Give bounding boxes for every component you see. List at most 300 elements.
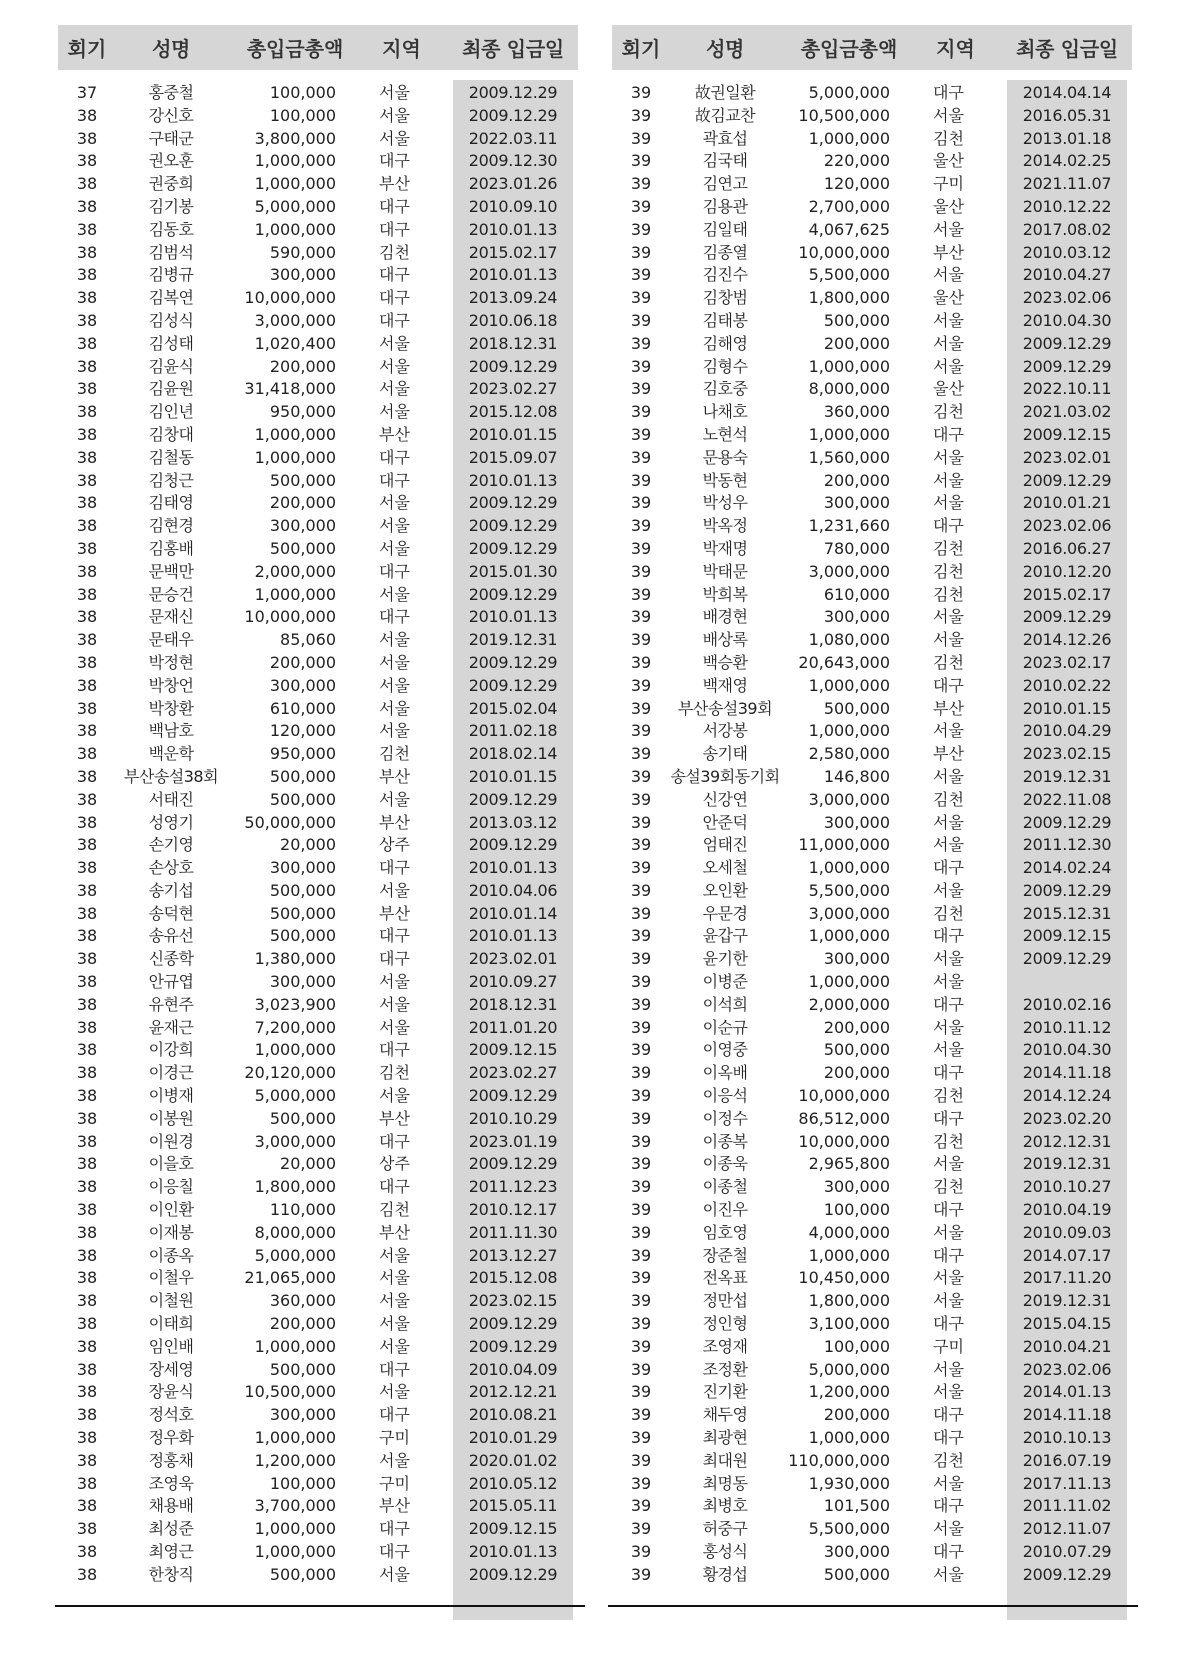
cell-amount: 1,000,000	[808, 424, 890, 444]
cell-amount: 200,000	[823, 1063, 890, 1083]
cell-date: 2010.01.13	[468, 219, 558, 239]
table-row	[612, 1108, 1132, 1131]
cell-name: 이정수	[702, 1108, 748, 1128]
cell-amount: 300,000	[269, 516, 336, 536]
cell-date: 2012.12.31	[1022, 1131, 1112, 1151]
cell-round: 38	[76, 219, 98, 239]
table-row	[58, 1039, 578, 1062]
cell-name: 최영근	[148, 1542, 194, 1561]
cell-amount: 5,000,000	[254, 1086, 336, 1106]
cell-name: 채두영	[702, 1405, 748, 1425]
cell-round: 38	[76, 1496, 98, 1516]
cell-region: 김천	[933, 1131, 964, 1151]
cell-name: 채용배	[148, 1496, 194, 1516]
cell-region: 서울	[933, 880, 964, 900]
cell-region: 대구	[933, 424, 964, 444]
cell-region: 서울	[933, 265, 964, 285]
cell-date: 2013.12.27	[468, 1245, 558, 1265]
table-row	[612, 1290, 1132, 1313]
cell-date: 2009.12.29	[1022, 356, 1112, 376]
table-row	[58, 766, 578, 789]
cell-round: 39	[630, 1177, 652, 1197]
cell-region: 서울	[933, 812, 964, 832]
cell-region: 서울	[933, 1154, 964, 1174]
cell-date: 2019.12.31	[1022, 766, 1112, 786]
cell-name: 오인환	[702, 880, 748, 900]
cell-region: 대구	[933, 994, 964, 1014]
cell-region: 김천	[933, 402, 964, 422]
cell-round: 39	[630, 105, 652, 125]
cell-date: 2009.12.29	[468, 105, 558, 125]
cell-amount: 7,200,000	[254, 1017, 336, 1037]
cell-date: 2009.12.29	[468, 1314, 558, 1334]
cell-name: 백운학	[148, 744, 194, 764]
cell-region: 서울	[933, 721, 964, 741]
cell-date: 2009.12.29	[1022, 949, 1112, 969]
table-row	[58, 629, 578, 652]
cell-round: 39	[630, 903, 652, 923]
cell-amount: 100,000	[823, 1336, 890, 1356]
cell-round: 38	[76, 1086, 98, 1106]
cell-region: 부산	[933, 698, 964, 718]
cell-name: 김홍배	[148, 538, 194, 558]
cell-round: 39	[630, 219, 652, 239]
cell-name: 서태진	[148, 789, 194, 809]
cell-region: 서울	[933, 630, 964, 650]
cell-name: 문승건	[148, 584, 194, 604]
table-row	[58, 880, 578, 903]
cell-date: 2021.11.07	[1022, 174, 1112, 194]
cell-round: 38	[76, 1336, 98, 1356]
cell-amount: 4,000,000	[808, 1222, 890, 1242]
cell-amount: 1,000,000	[254, 584, 336, 604]
cell-round: 38	[76, 584, 98, 604]
table-row	[612, 105, 1132, 128]
cell-round: 39	[630, 1359, 652, 1379]
cell-name: 정우화	[148, 1428, 194, 1448]
table-row	[612, 880, 1132, 903]
cell-round: 39	[630, 1382, 652, 1402]
cell-region: 서울	[379, 1336, 410, 1356]
cell-amount: 31,418,000	[244, 379, 336, 399]
cell-region: 대구	[933, 675, 964, 695]
table-row	[58, 333, 578, 356]
cell-amount: 101,500	[823, 1496, 890, 1516]
cell-round: 39	[630, 174, 652, 194]
table-row	[612, 971, 1132, 994]
table-row	[612, 606, 1132, 629]
cell-name: 우문경	[702, 903, 748, 923]
cell-amount: 500,000	[269, 470, 336, 490]
cell-round: 38	[76, 1017, 98, 1037]
cell-round: 39	[630, 972, 652, 992]
cell-round: 38	[76, 1063, 98, 1083]
cell-name: 송유선	[148, 926, 194, 946]
cell-date: 2014.07.17	[1022, 1245, 1112, 1265]
cell-name: 이순규	[702, 1017, 748, 1037]
cell-region: 서울	[933, 470, 964, 490]
cell-date: 2023.02.17	[1022, 652, 1112, 672]
cell-amount: 10,500,000	[798, 105, 890, 125]
cell-amount: 500,000	[269, 1359, 336, 1379]
cell-region: 서울	[933, 447, 964, 467]
cell-name: 이인환	[148, 1200, 194, 1220]
cell-region: 김천	[933, 652, 964, 672]
cell-round: 38	[76, 1291, 98, 1311]
cell-name: 이종옥	[148, 1245, 194, 1265]
cell-round: 38	[76, 1382, 98, 1402]
cell-name: 김청근	[148, 470, 194, 490]
cell-name: 최성준	[148, 1519, 194, 1539]
cell-name: 부산송설38회	[123, 766, 219, 786]
cell-date: 2009.12.15	[468, 1040, 558, 1060]
table-row	[612, 584, 1132, 607]
cell-round: 38	[76, 333, 98, 353]
cell-region: 대구	[379, 926, 410, 946]
cell-name: 故김교찬	[694, 105, 756, 125]
header-name: 성명	[152, 37, 190, 61]
cell-name: 안규엽	[148, 972, 194, 992]
cell-name: 이종욱	[702, 1154, 748, 1174]
cell-region: 서울	[379, 675, 410, 695]
table-row	[612, 925, 1132, 948]
cell-round: 39	[630, 1268, 652, 1288]
cell-name: 최광현	[702, 1428, 748, 1448]
cell-date: 2015.04.15	[1022, 1314, 1112, 1334]
cell-date: 2017.08.02	[1022, 219, 1112, 239]
table-row	[58, 378, 578, 401]
cell-date: 2014.11.18	[1022, 1405, 1112, 1425]
cell-region: 서울	[933, 1017, 964, 1037]
table-row	[612, 1381, 1132, 1404]
cell-amount: 360,000	[269, 1291, 336, 1311]
table-row	[612, 903, 1132, 926]
cell-amount: 1,000,000	[254, 1336, 336, 1356]
cell-date: 2010.06.18	[468, 310, 558, 330]
cell-region: 대구	[933, 1405, 964, 1425]
cell-amount: 3,700,000	[254, 1496, 336, 1516]
cell-amount: 20,000	[280, 835, 336, 855]
cell-name: 박태문	[702, 561, 748, 581]
cell-amount: 2,580,000	[808, 744, 890, 764]
table-row	[58, 1199, 578, 1222]
cell-region: 구미	[933, 1336, 964, 1356]
cell-amount: 360,000	[823, 402, 890, 422]
cell-round: 39	[630, 356, 652, 376]
table-row	[58, 1381, 578, 1404]
cell-name: 임인배	[148, 1336, 194, 1356]
cell-amount: 200,000	[823, 470, 890, 490]
cell-round: 38	[76, 470, 98, 490]
cell-name: 권오훈	[148, 151, 194, 171]
cell-date: 2010.04.30	[1022, 1040, 1112, 1060]
cell-round: 38	[76, 310, 98, 330]
cell-date: 2010.02.16	[1022, 994, 1112, 1014]
cell-round: 38	[76, 607, 98, 627]
table-body	[612, 82, 1132, 1587]
cell-amount: 1,000,000	[808, 356, 890, 376]
cell-date: 2010.11.12	[1022, 1017, 1112, 1037]
table-row	[612, 1199, 1132, 1222]
cell-round: 39	[630, 151, 652, 171]
cell-name: 김국태	[702, 151, 748, 171]
cell-round: 38	[76, 835, 98, 855]
cell-region: 김천	[933, 789, 964, 809]
cell-name: 나채호	[702, 402, 748, 422]
cell-name: 배상록	[702, 630, 748, 650]
table-row	[612, 219, 1132, 242]
cell-date: 2010.10.27	[1022, 1177, 1112, 1197]
cell-round: 38	[76, 174, 98, 194]
cell-region: 김천	[379, 1063, 410, 1083]
cell-date: 2023.02.01	[468, 949, 558, 969]
cell-round: 39	[630, 835, 652, 855]
table-row	[612, 652, 1132, 675]
cell-region: 부산	[379, 1222, 410, 1242]
cell-amount: 100,000	[269, 83, 336, 102]
cell-name: 손기영	[148, 835, 194, 855]
cell-date: 2022.10.11	[1022, 379, 1112, 399]
cell-region: 대구	[379, 265, 410, 285]
table-row	[58, 470, 578, 493]
cell-name: 박옥정	[702, 516, 748, 536]
table-row	[58, 264, 578, 287]
table-row	[58, 287, 578, 310]
cell-name: 신강연	[702, 789, 748, 809]
cell-date: 2015.02.04	[468, 698, 558, 718]
cell-name: 김동호	[148, 219, 194, 239]
cell-round: 38	[76, 516, 98, 536]
cell-region: 김천	[933, 561, 964, 581]
cell-round: 39	[630, 1473, 652, 1493]
cell-round: 38	[76, 1405, 98, 1425]
cell-region: 부산	[379, 1496, 410, 1516]
cell-round: 38	[76, 265, 98, 285]
cell-name: 권중희	[148, 174, 194, 194]
cell-name: 서강봉	[702, 721, 748, 741]
cell-amount: 1,800,000	[808, 1291, 890, 1311]
cell-amount: 1,000,000	[808, 926, 890, 946]
cell-round: 39	[630, 538, 652, 558]
cell-round: 38	[76, 858, 98, 878]
cell-round: 39	[630, 196, 652, 216]
cell-amount: 146,800	[823, 766, 890, 786]
cell-amount: 200,000	[269, 1314, 336, 1334]
table-row	[58, 606, 578, 629]
table-row	[58, 1541, 578, 1564]
cell-name: 김성식	[148, 310, 194, 330]
table-row	[612, 1336, 1132, 1359]
cell-name: 이강희	[148, 1040, 194, 1060]
cell-amount: 300,000	[823, 1542, 890, 1561]
cell-amount: 300,000	[823, 1177, 890, 1197]
cell-round: 38	[76, 379, 98, 399]
cell-date: 2013.09.24	[468, 288, 558, 308]
cell-name: 이재봉	[148, 1222, 194, 1242]
cell-date: 2015.01.30	[468, 561, 558, 581]
cell-amount: 610,000	[823, 584, 890, 604]
cell-date: 2022.03.11	[468, 128, 558, 148]
table-row	[58, 105, 578, 128]
cell-name: 김일태	[702, 219, 748, 239]
cell-name: 박동현	[702, 470, 748, 490]
table-row	[612, 173, 1132, 196]
cell-region: 대구	[379, 219, 410, 239]
cell-region: 대구	[933, 1314, 964, 1334]
cell-name: 장세영	[148, 1359, 194, 1379]
cell-name: 정만섭	[702, 1291, 748, 1311]
table-row	[58, 925, 578, 948]
cell-amount: 21,065,000	[244, 1268, 336, 1288]
cell-date: 2009.12.29	[1022, 1564, 1112, 1584]
table-row	[612, 766, 1132, 789]
cell-round: 39	[630, 812, 652, 832]
cell-region: 서울	[379, 880, 410, 900]
cell-name: 이종철	[702, 1177, 748, 1197]
cell-round: 38	[76, 402, 98, 422]
cell-name: 김철동	[148, 447, 194, 467]
cell-region: 서울	[379, 333, 410, 353]
cell-region: 서울	[933, 1268, 964, 1288]
table-row	[612, 857, 1132, 880]
cell-region: 서울	[933, 333, 964, 353]
cell-round: 39	[630, 698, 652, 718]
cell-region: 대구	[379, 858, 410, 878]
cell-date: 2016.06.27	[1022, 538, 1112, 558]
cell-amount: 5,000,000	[254, 1245, 336, 1265]
table-row	[612, 82, 1132, 105]
cell-date: 2010.04.09	[468, 1359, 558, 1379]
cell-region: 서울	[379, 516, 410, 536]
cell-region: 서울	[933, 1040, 964, 1060]
cell-amount: 500,000	[823, 1040, 890, 1060]
cell-round: 39	[630, 1496, 652, 1516]
cell-amount: 200,000	[823, 1017, 890, 1037]
cell-date: 2014.12.26	[1022, 630, 1112, 650]
cell-region: 대구	[933, 858, 964, 878]
cell-amount: 500,000	[823, 310, 890, 330]
table-row	[612, 1313, 1132, 1336]
cell-round: 39	[630, 858, 652, 878]
table-row	[58, 1176, 578, 1199]
cell-amount: 300,000	[269, 1405, 336, 1425]
cell-round: 39	[630, 424, 652, 444]
cell-round: 38	[76, 105, 98, 125]
cell-amount: 11,000,000	[798, 835, 890, 855]
cell-round: 38	[76, 128, 98, 148]
header-date: 최종 입금일	[1016, 37, 1118, 61]
cell-region: 대구	[379, 1405, 410, 1425]
cell-name: 이응칠	[148, 1177, 194, 1197]
cell-region: 김천	[933, 538, 964, 558]
cell-name: 신종학	[148, 949, 194, 969]
cell-round: 38	[76, 880, 98, 900]
cell-date: 2009.12.30	[468, 151, 558, 171]
table-row	[58, 447, 578, 470]
cell-amount: 2,700,000	[808, 196, 890, 216]
cell-region: 대구	[933, 926, 964, 946]
cell-name: 이태희	[148, 1314, 194, 1334]
table-row	[612, 150, 1132, 173]
cell-round: 38	[76, 903, 98, 923]
cell-date: 2010.01.15	[468, 766, 558, 786]
cell-name: 김형수	[702, 356, 748, 376]
cell-region: 서울	[379, 1017, 410, 1037]
cell-date: 2013.03.12	[468, 812, 558, 832]
cell-round: 38	[76, 1108, 98, 1128]
cell-amount: 300,000	[269, 675, 336, 695]
cell-region: 부산	[379, 766, 410, 786]
table-row	[58, 675, 578, 698]
cell-round: 39	[630, 1519, 652, 1539]
cell-date: 2014.04.14	[1022, 83, 1112, 102]
cell-round: 38	[76, 1450, 98, 1470]
cell-round: 39	[630, 1063, 652, 1083]
cell-amount: 1,000,000	[254, 174, 336, 194]
cell-date: 2010.01.13	[468, 265, 558, 285]
table-row	[58, 720, 578, 743]
header-amount: 총입금총액	[800, 37, 898, 61]
cell-amount: 1,000,000	[808, 128, 890, 148]
cell-region: 서울	[379, 972, 410, 992]
cell-round: 39	[630, 1291, 652, 1311]
table-row	[58, 1495, 578, 1518]
cell-date: 2009.12.15	[1022, 424, 1112, 444]
cell-region: 상주	[379, 835, 410, 855]
cell-date: 2010.04.30	[1022, 310, 1112, 330]
table-row	[58, 401, 578, 424]
cell-region: 대구	[379, 1519, 410, 1539]
cell-date: 2010.07.29	[1022, 1542, 1112, 1561]
cell-name: 故권일환	[694, 83, 756, 102]
cell-date: 2010.01.14	[468, 903, 558, 923]
cell-name: 김창대	[148, 424, 194, 444]
cell-round: 39	[630, 1428, 652, 1448]
cell-region: 서울	[379, 630, 410, 650]
table-row	[58, 82, 578, 105]
cell-amount: 10,000,000	[244, 288, 336, 308]
table-row	[612, 1245, 1132, 1268]
cell-name: 구태군	[148, 128, 194, 148]
cell-round: 38	[76, 242, 98, 262]
cell-region: 부산	[379, 903, 410, 923]
cell-date: 2015.12.08	[468, 1268, 558, 1288]
cell-region: 대구	[933, 1245, 964, 1265]
cell-amount: 300,000	[269, 858, 336, 878]
cell-name: 문용숙	[702, 447, 748, 467]
cell-round: 38	[76, 538, 98, 558]
cell-name: 송덕현	[148, 903, 194, 923]
cell-region: 서울	[933, 835, 964, 855]
cell-amount: 5,500,000	[808, 880, 890, 900]
table-row	[612, 378, 1132, 401]
table-header	[612, 25, 1132, 70]
cell-date: 2014.02.24	[1022, 858, 1112, 878]
cell-amount: 110,000	[269, 1200, 336, 1220]
table-row	[612, 629, 1132, 652]
cell-amount: 8,000,000	[254, 1222, 336, 1242]
cell-region: 서울	[379, 402, 410, 422]
table-row	[58, 1017, 578, 1040]
cell-round: 38	[76, 1519, 98, 1539]
cell-round: 38	[76, 721, 98, 741]
cell-name: 이응석	[702, 1086, 748, 1106]
cell-amount: 10,000,000	[798, 1131, 890, 1151]
cell-amount: 2,000,000	[808, 994, 890, 1014]
cell-amount: 10,500,000	[244, 1382, 336, 1402]
cell-region: 서울	[379, 493, 410, 513]
cell-round: 39	[630, 516, 652, 536]
